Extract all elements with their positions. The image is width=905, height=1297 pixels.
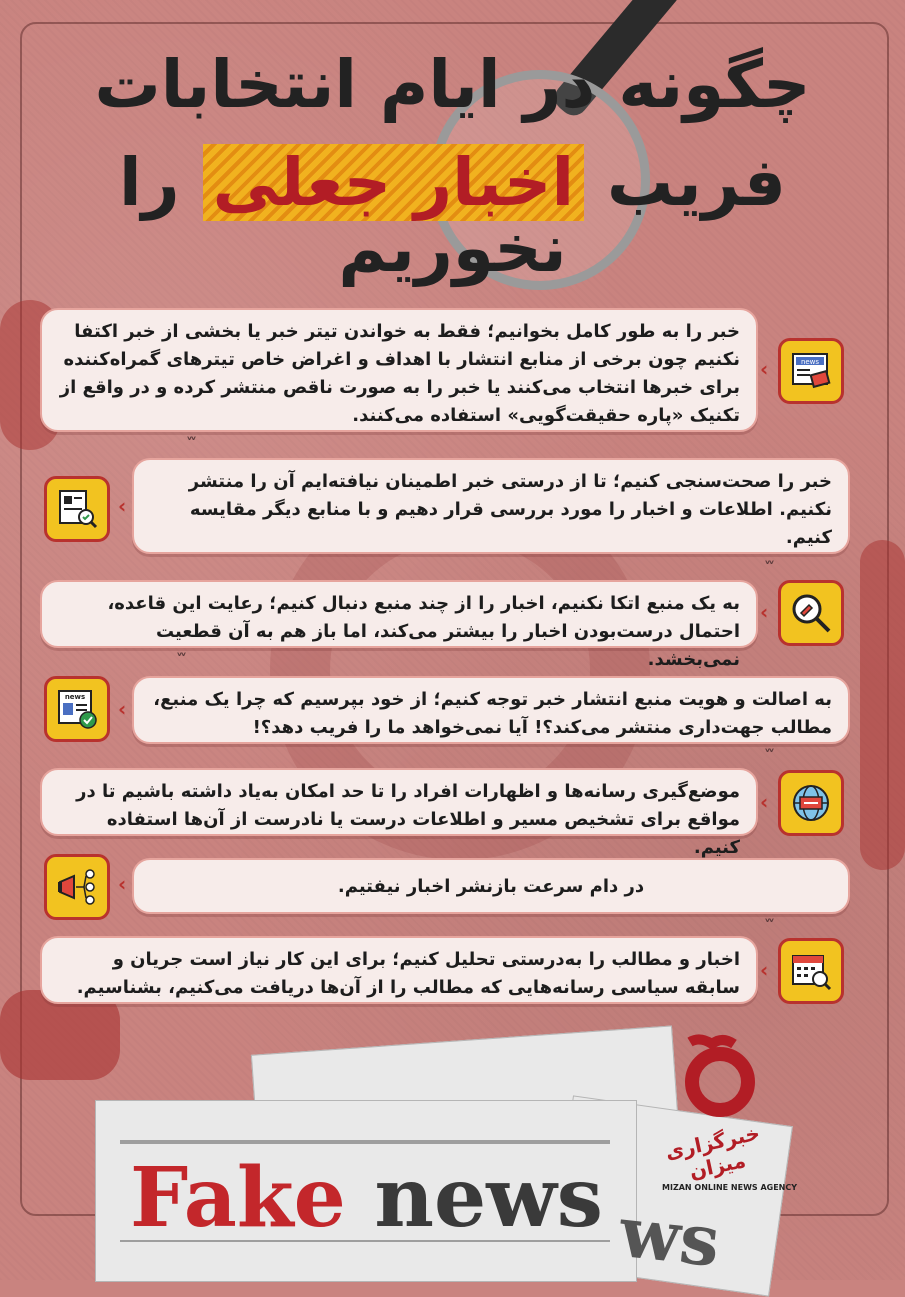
separator-chevron-1: ˅˅ [186,436,194,452]
separator-chevron-3: ˅˅ [176,652,184,668]
pointer-arrow-2: ‹ [118,494,127,518]
logo-persian-name: خبرگزاری میزان [663,1120,762,1184]
pointer-arrow-6: ‹ [118,872,127,896]
news-word: news [374,1150,603,1246]
separator-chevron-2: ˅˅ [764,560,772,576]
svg-text:news: news [64,693,86,701]
tip-card-1 [40,308,758,432]
title-suffix: را نخوریم [119,144,567,287]
tip-text-3: به یک منبع اتکا نکنیم، اخبار را از چند منبع دنبال کنیم؛ رعایت این قاعده، احتمال درست‌بودن اخبار را بیشتر می‌کند، اما باز هم به آن قطعیت نمی‌بخشد. [107,593,740,670]
tip-text-1: خبر را به طور کامل بخوانیم؛ فقط به خواندن تیتر خبر یا بخشی از خبر اکتفا نکنیم چون برخی از منابع انتشار با اهداف و اغراض خاص تیترهای گمراه‌کننده برای خبرها انتخاب می‌کنند یا خبر را به صورت ناقص منتشر کرده و در واقع از تکنیک «پاره حقیقت‌گویی» استفاده می‌کنند. [59,321,740,426]
page-title-line2 [0,144,905,287]
pointer-arrow-3: ‹ [760,600,769,624]
pointer-arrow-7: ‹ [760,958,769,982]
separator-chevron-5: ˅˅ [764,918,772,934]
mizan-logo-icon [670,1030,758,1118]
pointer-arrow-5: ‹ [760,790,769,814]
megaphone-icon [44,854,110,920]
tip-card-3 [40,580,758,670]
tip-card-4 [132,676,850,744]
tip-text-6: در دام سرعت بازنشر اخبار نیفتیم. [337,876,645,897]
fake-word: Fake [130,1150,346,1246]
title-prefix: فریب [607,144,786,221]
separator-chevron-4: ˅˅ [764,748,772,764]
calendar-search-icon [778,938,844,1004]
svg-text:news: news [800,358,820,366]
tip-text-7: اخبار و مطالب را به‌درستی تحلیل کنیم؛ برای این کار نیاز است جریان و سابقه سیاسی رسانه‌هایی که مطالب را از آن‌ها دریافت می‌کنیم، بشناسیم. [76,949,740,998]
title-highlight: اخبار جعلی [203,144,584,221]
tip-text-5: موضع‌گیری رسانه‌ها و اظهارات افراد را تا حد امکان به‌یاد داشته باشیم تا در مواقع برای تشخیص مسیر و اطلاعات درست یا نادرست از آن‌ها استفاده کنیم. [76,781,740,858]
logo-english-name: MIZAN ONLINE NEWS AGENCY [662,1183,798,1192]
newspaper-icon [778,338,844,404]
pointer-arrow-4: ‹ [118,697,127,721]
magnifier-icon [778,580,844,646]
hand-right-decoration [860,540,905,870]
verified-news-icon [44,676,110,742]
tip-card-2 [132,458,850,554]
tip-text-2: خبر را صحت‌سنجی کنیم؛ تا از درستی خبر اطمینان نیافته‌ایم آن را منتشر نکنیم. اطلاعات و اخبار را مورد بررسی قرار دهیم و با منابع دیگر مقایسه کنیم. [188,471,832,548]
globe-icon [778,770,844,836]
tip-card-5 [40,768,758,858]
tip-text-4: به اصالت و هویت منبع انتشار خبر توجه کنیم؛ از خود بپرسیم که چرا یک منبع، مطالب جهت‌داری منتشر می‌کند؟! آیا نمی‌خواهد ما را فریب دهد؟! [153,689,832,738]
fake-news-heading [130,1150,603,1246]
pointer-arrow-1: ‹ [760,357,769,381]
document-search-icon [44,476,110,542]
newspaper-rule [120,1140,610,1144]
page-title-line1: چگونه در ایام انتخابات [94,46,811,123]
newspaper-fragment-text: ws [615,1190,724,1283]
tip-card-7 [40,936,758,1004]
tip-card-6 [132,858,850,914]
